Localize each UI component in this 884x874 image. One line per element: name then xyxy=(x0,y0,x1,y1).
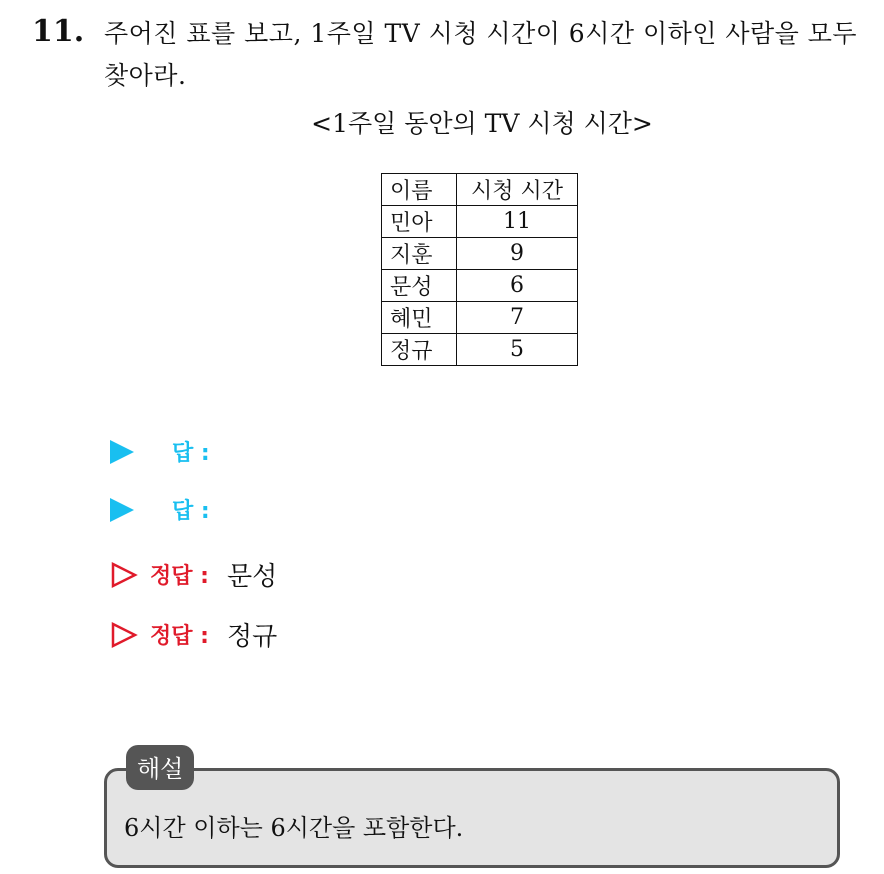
play-triangle-icon xyxy=(110,440,134,464)
correct-answer-value: 문성 xyxy=(226,562,278,592)
cell-hours: 11 xyxy=(457,206,578,238)
table-row xyxy=(382,238,578,270)
cell-name: 지훈 xyxy=(382,238,457,270)
cell-name: 민아 xyxy=(382,206,457,238)
cell-hours: 9 xyxy=(457,238,578,270)
table-row xyxy=(382,206,578,238)
answer-blank-1 xyxy=(110,436,210,467)
table-header-row xyxy=(382,174,578,206)
cell-hours: 6 xyxy=(457,270,578,302)
cell-hours: 5 xyxy=(457,334,578,366)
answer-blank-2 xyxy=(110,494,210,525)
correct-answer-1 xyxy=(110,556,277,593)
outline-triangle-icon xyxy=(110,621,138,649)
answer-label: 답 : xyxy=(172,441,210,466)
table-row xyxy=(382,334,578,366)
table-row xyxy=(382,270,578,302)
question-line-2: 찾아라. xyxy=(104,61,187,90)
outline-triangle-icon xyxy=(110,561,138,589)
correct-answer-value: 정규 xyxy=(226,622,278,652)
tv-hours-table xyxy=(381,173,578,366)
header-hours: 시청 시간 xyxy=(457,174,578,206)
play-triangle-icon xyxy=(110,498,134,522)
cell-name: 문성 xyxy=(382,270,457,302)
problem-number: 11. xyxy=(32,14,85,49)
cell-hours: 7 xyxy=(457,302,578,334)
explanation-text: 6시간 이하는 6시간을 포함한다. xyxy=(124,814,464,842)
answer-label: 답 : xyxy=(172,499,210,524)
explanation-tag: 해설 xyxy=(126,745,194,790)
correct-answer-label: 정답 : xyxy=(150,564,209,589)
table-row xyxy=(382,302,578,334)
cell-name: 혜민 xyxy=(382,302,457,334)
table-caption: <1주일 동안의 TV 시청 시간> xyxy=(311,109,653,138)
correct-answer-label: 정답 : xyxy=(150,624,209,649)
question-line-1: 주어진 표를 보고, 1주일 TV 시청 시간이 6시간 이하인 사람을 모두 xyxy=(104,19,858,48)
correct-answer-2 xyxy=(110,616,277,653)
header-name: 이름 xyxy=(382,174,457,206)
cell-name: 정규 xyxy=(382,334,457,366)
